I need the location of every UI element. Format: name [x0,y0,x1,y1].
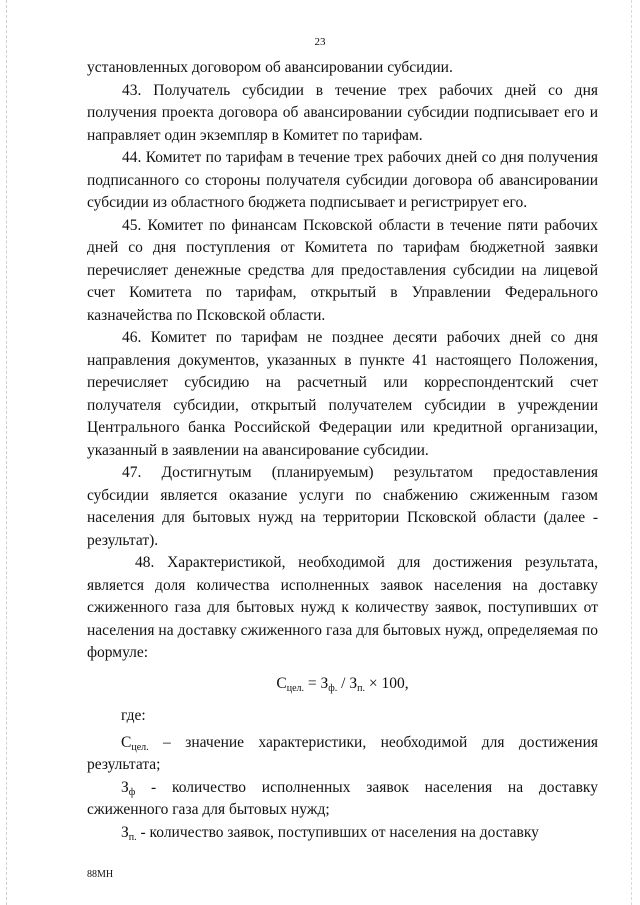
paragraph-47: 47. Достигнутым (планируемым) результатом предоставления субсидии является оказание услуги по снабжению сжиженным газом населения для бытовых нужд на территории Псковской области (далее - результат). [87,464,598,549]
scan-edge-left [6,0,7,905]
formula [87,673,598,696]
paragraph-43: 43. Получатель субсидии в течение трех рабочих дней со дня получения проекта договора об авансировании субсидии подписывает его и направляет один экземпляр в Комитет по тарифам. [87,81,598,144]
footer-code: 88МН [87,869,114,880]
definition-symbol: С [121,733,132,751]
paragraph-continuation: установленных договором об авансировании субсидии. [87,59,453,76]
definition-subscript: п. [128,831,137,843]
formula-zp-sub: п. [357,682,365,694]
formula-divide: / [337,674,350,692]
formula-equals: = [304,674,321,692]
definition-c-cel [87,732,598,777]
definition-text: - количество исполненных заявок населения на доставку сжиженного газа для бытовых нужд; [87,778,598,818]
where-label: где: [121,707,146,724]
definition-symbol: З [121,778,129,796]
paragraph-45: 45. Комитет по финансам Псковской области в течение пяти рабочих дней со дня поступления от Комитета по тарифам бюджетной заявки перечисляет денежные средства для предоставления субсидии на лицевой счет Комитета по тарифам, открытый в Управлении Федерального казначейства по Псковской области. [87,216,598,324]
formula-c: С [276,674,287,692]
definition-text: - количество заявок, поступивших от населения на доставку [136,823,539,841]
formula-zf-sub: ф. [328,682,338,694]
formula-zp: З [349,674,358,692]
paragraph-48: 48. Характеристикой, необходимой для достижения результата, является доля количества исполненных заявок населения на доставку сжиженного газа для бытовых нужд к количеству заявок, поступивших от населения на доставку сжиженного газа для бытовых нужд, определяемая по формуле: [87,554,598,661]
paragraph-44: 44. Комитет по тарифам в течение трех рабочих дней со дня получения подписанного со стороны получателя субсидии договора об авансировании субсидии из областного бюджета подписывает и регистрирует его. [87,149,598,211]
formula-c-sub: цел. [286,682,305,694]
scan-edge-right [631,0,632,905]
definition-z-p [87,822,598,845]
definition-text: – значение характеристики, необходимой для достижения результата; [87,733,598,773]
document-body [87,57,598,844]
page-number: 23 [314,36,326,48]
definition-z-f [87,777,598,822]
definition-symbol: З [121,823,129,841]
formula-zf: З [320,674,329,692]
definition-subscript: ф [128,786,136,798]
definition-subscript: цел. [131,741,149,753]
paragraph-46: 46. Комитет по тарифам не позднее десяти рабочих дней со дня направления документов, указанных в пункте 41 настоящего Положения, перечисляет субсидию на расчетный или корреспондентский счет получателя субсидии, открытый получателем субсидии в учреждении Центрального банка Российской Федерации или кредитной организации, указанный в заявлении на авансирование субсидии. [87,329,598,459]
formula-tail: × 100, [364,674,409,692]
